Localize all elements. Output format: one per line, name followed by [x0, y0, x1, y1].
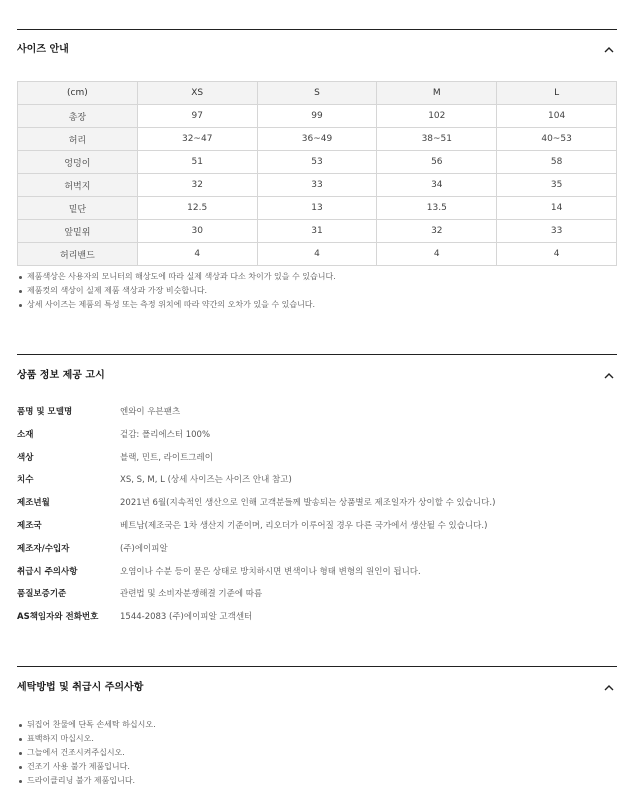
- table-cell: 97: [137, 105, 257, 128]
- table-cell: 4: [257, 243, 377, 266]
- list-item: 그늘에서 건조시켜주십시오.: [17, 746, 156, 760]
- size-table-header: (cm): [18, 82, 138, 105]
- table-cell: 4: [497, 243, 617, 266]
- info-value: (주)에이피알: [120, 543, 168, 554]
- section-divider: [17, 666, 617, 667]
- list-item: 표백하지 마십시오.: [17, 732, 156, 746]
- care-list: [17, 718, 156, 788]
- care-title: 세탁방법 및 취급시 주의사항: [17, 682, 144, 693]
- list-item: 제품색상은 사용자의 모니터의 해상도에 따라 실제 색상과 다소 차이가 있을 수 있습니다.: [17, 270, 336, 284]
- table-cell: 33: [497, 220, 617, 243]
- list-item: 뒤집어 찬물에 단독 손세탁 하십시오.: [17, 718, 156, 732]
- table-row-label: 밑단: [18, 197, 138, 220]
- table-row-label: 앞밑위: [18, 220, 138, 243]
- size-table-header: S: [257, 82, 377, 105]
- table-row-label: 허리: [18, 128, 138, 151]
- table-cell: 30: [137, 220, 257, 243]
- product-info-title: 상품 정보 제공 고시: [17, 370, 105, 381]
- table-row-label: 엉덩이: [18, 151, 138, 174]
- table-cell: 35: [497, 174, 617, 197]
- info-value: 2021년 6월(지속적인 생산으로 인해 고객분들께 발송되는 상품별로 제조일자가 상이할 수 있습니다.): [120, 498, 496, 509]
- table-row-label: 허리밴드: [18, 243, 138, 266]
- table-cell: 31: [257, 220, 377, 243]
- info-key: 소재: [17, 429, 34, 440]
- table-cell: 32: [377, 220, 497, 243]
- info-key: AS책임자와 전화번호: [17, 612, 99, 623]
- info-key: 제조자/수입자: [17, 543, 70, 554]
- table-cell: 53: [257, 151, 377, 174]
- info-value: 겉감: 폴리에스터 100%: [120, 429, 211, 440]
- care-header[interactable]: [17, 678, 617, 698]
- table-cell: 40~53: [497, 128, 617, 151]
- info-value: 블랙, 민트, 라이트그레이: [120, 452, 213, 463]
- info-key: 취급시 주의사항: [17, 566, 78, 577]
- care-section: [17, 0, 617, 798]
- info-key: 색상: [17, 452, 34, 463]
- chevron-up-icon[interactable]: [603, 682, 615, 694]
- list-item: 건조기 사용 불가 제품입니다.: [17, 760, 156, 774]
- table-cell: 36~49: [257, 128, 377, 151]
- info-value: XS, S, M, L (상세 사이즈는 사이즈 안내 참고): [120, 475, 292, 486]
- table-cell: 102: [377, 105, 497, 128]
- list-item: 제품컷의 색상이 실제 제품 색상과 가장 비슷합니다.: [17, 284, 336, 298]
- info-key: 치수: [17, 475, 34, 486]
- info-value: 관련법 및 소비자분쟁해결 기준에 따름: [120, 589, 263, 600]
- table-cell: 13: [257, 197, 377, 220]
- table-cell: 51: [137, 151, 257, 174]
- list-item: 상세 사이즈는 제품의 특성 또는 측정 위치에 따라 약간의 오차가 있을 수 있습니다.: [17, 298, 336, 312]
- table-cell: 33: [257, 174, 377, 197]
- table-cell: 56: [377, 151, 497, 174]
- table-cell: 32: [137, 174, 257, 197]
- table-row-label: 허벅지: [18, 174, 138, 197]
- size-table-header: M: [377, 82, 497, 105]
- size-guide-title: 사이즈 안내: [17, 44, 69, 55]
- table-row-label: 총장: [18, 105, 138, 128]
- table-cell: 58: [497, 151, 617, 174]
- table-cell: 32~47: [137, 128, 257, 151]
- table-cell: 14: [497, 197, 617, 220]
- size-table-header: XS: [137, 82, 257, 105]
- info-key: 제조국: [17, 520, 42, 531]
- table-cell: 4: [377, 243, 497, 266]
- info-key: 품질보증기준: [17, 589, 67, 600]
- size-table-header: L: [497, 82, 617, 105]
- table-cell: 38~51: [377, 128, 497, 151]
- table-cell: 104: [497, 105, 617, 128]
- info-value: 엔와이 우븐팬츠: [120, 407, 181, 417]
- info-key: 품명 및 모델명: [17, 407, 73, 417]
- table-cell: 4: [137, 243, 257, 266]
- info-value: 베트남(제조국은 1차 생산지 기준이며, 리오더가 이루어질 경우 다른 국가에서 생산될 수 있습니다.): [120, 520, 488, 531]
- list-item: 드라이클리닝 불가 제품입니다.: [17, 774, 156, 788]
- info-value: 1544-2083 (주)에이피알 고객센터: [120, 612, 253, 623]
- table-cell: 34: [377, 174, 497, 197]
- info-value: 오염이나 수분 등이 묻은 상태로 방치하시면 변색이나 형태 변형의 원인이 됩니다.: [120, 566, 421, 577]
- info-key: 제조년월: [17, 498, 50, 509]
- table-cell: 99: [257, 105, 377, 128]
- table-cell: 13.5: [377, 197, 497, 220]
- table-cell: 12.5: [137, 197, 257, 220]
